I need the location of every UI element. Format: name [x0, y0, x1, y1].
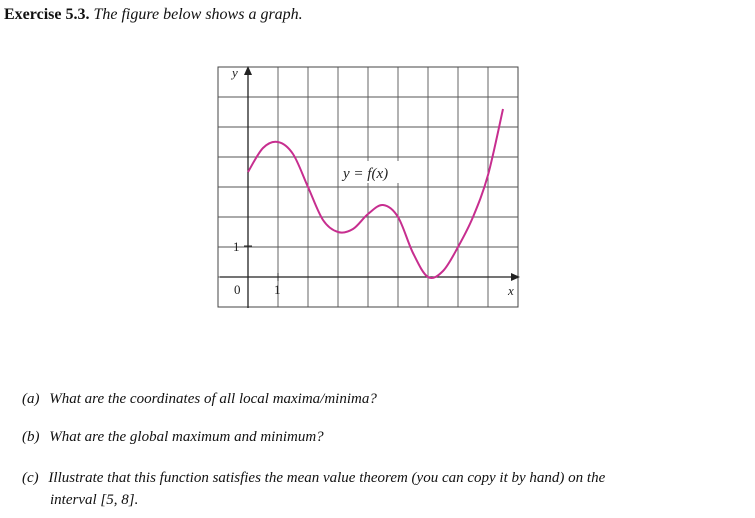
- origin-label: 0: [234, 282, 241, 297]
- function-curve: [248, 109, 503, 278]
- question-a: [22, 391, 377, 408]
- x-axis-arrow: [511, 273, 520, 281]
- question-a-text: What are the coordinates of all local maxima/minima?: [49, 391, 377, 407]
- exercise-label: Exercise 5.3.: [4, 6, 90, 23]
- y-axis-label: y: [232, 65, 238, 80]
- grid: [218, 67, 518, 307]
- curve-label: y = f(x): [343, 166, 389, 182]
- x-axis-label: x: [508, 283, 514, 298]
- question-b: [22, 429, 324, 446]
- y-tick-label-one: 1: [233, 239, 240, 254]
- question-c-label: (c): [22, 470, 39, 486]
- question-b-label: (b): [22, 429, 40, 445]
- x-tick-label-one: 1: [274, 282, 281, 297]
- question-c-text: Illustrate that this function satisfies the mean value theorem (you can copy it by hand) on the: [48, 470, 606, 486]
- question-b-text: What are the global maximum and minimum?: [49, 429, 324, 445]
- question-c: [22, 467, 747, 511]
- question-c-text-continued: interval [5, 8].: [50, 492, 139, 508]
- exercise-text: The figure below shows a graph.: [93, 6, 303, 23]
- question-a-label: (a): [22, 391, 40, 407]
